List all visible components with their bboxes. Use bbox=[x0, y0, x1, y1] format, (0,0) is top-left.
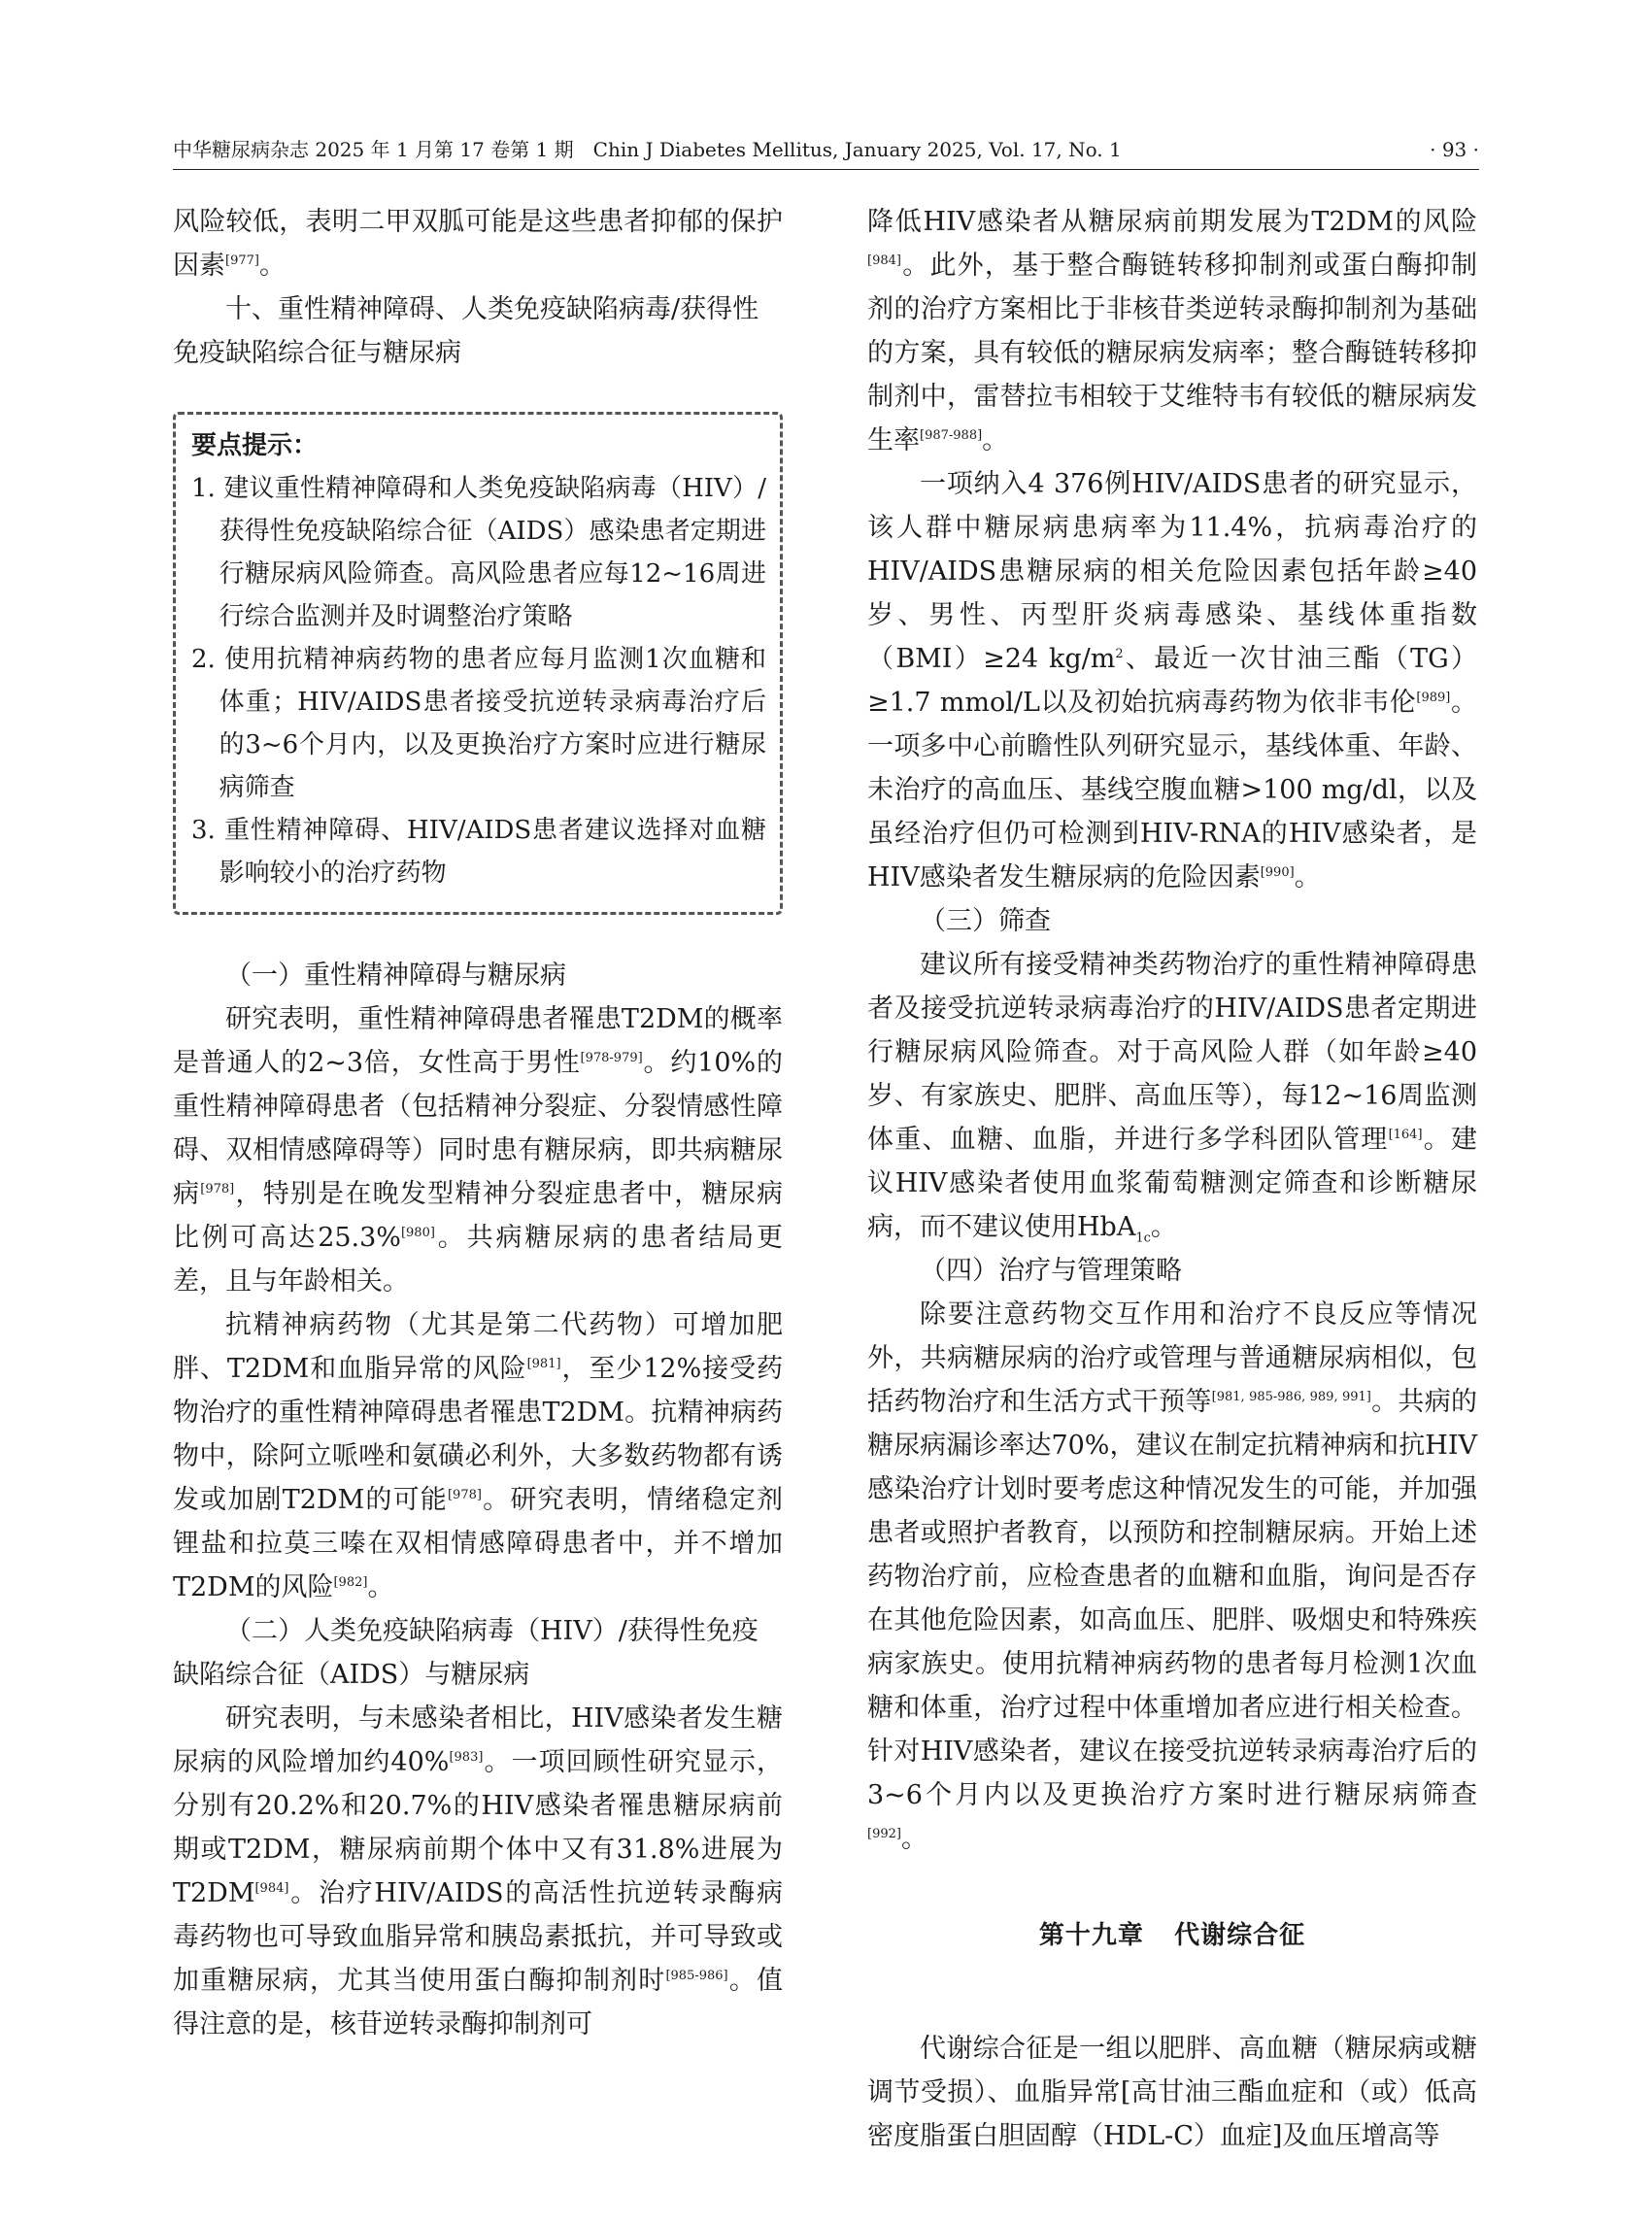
paragraph: 研究表明，与未感染者相比，HIV感染者发生糖尿病的风险增加约40%[983]。一项回顾性研究显示，分别有20.2%和20.7%的HIV感染者罹患糖尿病前期或T2DM，糖尿病前期个体中又有31.8%进展为T2DM[984]。治疗HIV/AIDS的高活性抗逆转录酶病毒药物也可导致血脂异常和胰岛素抵抗，并可导致或加重糖尿病，尤其当使用蛋白酶抑制剂时[985-986]。值得注意的是，核苷逆转录酶抑制剂可 bbox=[173, 1703, 784, 2040]
citation[interactable]: [164] bbox=[1388, 1128, 1423, 1142]
citation[interactable]: [990] bbox=[1260, 865, 1295, 880]
citation[interactable]: [987-988] bbox=[920, 428, 983, 443]
citation[interactable]: [989] bbox=[1416, 691, 1451, 705]
citation[interactable]: [981] bbox=[526, 1357, 561, 1371]
paragraph: 代谢综合征是一组以肥胖、高血糖（糖尿病或糖调节受损）、血脂异常[高甘油三酯血症和（或）低高密度脂蛋白胆固醇（HDL-C）血症]及血压增高等 bbox=[867, 2034, 1477, 2151]
citation[interactable]: [977] bbox=[225, 253, 259, 268]
key-point-item: 1. 建议重性精神障碍和人类免疫缺陷病毒（HIV）/获得性免疫缺陷综合征（AIDS）感染患者定期进行糖尿病风险筛查。高风险患者应每12~16周进行综合监测并及时调整治疗策略 bbox=[191, 474, 766, 631]
key-point-item: 3. 重性精神障碍、HIV/AIDS患者建议选择对血糖影响较小的治疗药物 bbox=[191, 816, 766, 888]
citation[interactable]: [984] bbox=[867, 253, 901, 268]
subsection-title: （二）人类免疫缺陷病毒（HIV）/获得性免疫缺陷综合征（AIDS）与糖尿病 bbox=[173, 1616, 759, 1690]
citation[interactable]: [981, 985-986, 989, 991] bbox=[1211, 1390, 1371, 1404]
chapter-number: 第十九章 bbox=[1038, 1921, 1144, 1950]
citation[interactable]: [978-979] bbox=[580, 1051, 643, 1065]
citation[interactable]: [985-986] bbox=[665, 1969, 728, 1983]
right-column bbox=[867, 200, 1477, 2158]
page-number: · 93 · bbox=[1430, 138, 1479, 161]
subsection-title: （四）治疗与管理策略 bbox=[920, 1256, 1182, 1286]
paragraph: 降低HIV感染者从糖尿病前期发展为T2DM的风险[984]。此外，基于整合酶链转移抑制剂或蛋白酶抑制剂的治疗方案相比于非核苷类逆转录酶抑制剂为基础的方案，具有较低的糖尿病发病率；整合酶链转移抑制剂中，雷替拉韦相较于艾维特韦有较低的糖尿病发生率[987-988]。 bbox=[867, 207, 1477, 455]
subsection-title: （三）筛查 bbox=[920, 906, 1051, 936]
superscript: 2 bbox=[1115, 647, 1124, 661]
chapter-title: 代谢综合征 bbox=[1174, 1921, 1306, 1950]
citation[interactable]: [992] bbox=[867, 1827, 901, 1841]
citation[interactable]: [980] bbox=[400, 1226, 435, 1240]
journal-info: 中华糖尿病杂志 2025 年 1 月第 17 卷第 1 期 Chin J Diabetes Mellitus, January 2025, Vol. 17, No. 1 bbox=[173, 138, 1122, 161]
key-points-title: 要点提示： bbox=[191, 431, 319, 460]
citation[interactable]: [984] bbox=[254, 1881, 289, 1896]
paragraph: 研究表明，重性精神障碍患者罹患T2DM的概率是普通人的2~3倍，女性高于男性[978-979]。约10%的重性精神障碍患者（包括精神分裂症、分裂情感性障碍、双相情感障碍等）同时患有糖尿病，即共病糖尿病[978]，特别是在晚发型精神分裂症患者中，糖尿病比例可高达25.3%[980]。共病糖尿病的患者结局更差，且与年龄相关。 bbox=[173, 1004, 784, 1297]
citation[interactable]: [982] bbox=[333, 1575, 368, 1590]
key-point-item: 2. 使用抗精神病药物的患者应每月监测1次血糖和体重；HIV/AIDS患者接受抗逆转录病毒治疗后的3~6个月内，以及更换治疗方案时应进行糖尿病筛查 bbox=[191, 645, 766, 802]
subsection-title: （一）重性精神障碍与糖尿病 bbox=[225, 961, 566, 991]
paragraph: 一项纳入4 376例HIV/AIDS患者的研究显示，该人群中糖尿病患病率为11.4%，抗病毒治疗的HIV/AIDS患糖尿病的相关危险因素包括年龄≥40岁、男性、丙型肝炎病毒感染、基线体重指数（BMI）≥24 kg/m$^2$、最近一次甘油三酯（TG）≥1.7 mmol/L以及初始抗病毒药物为依非韦伦[989]。一项多中心前瞻性队列研究显示，基线体重、年龄、未治疗的高血压、基线空腹血糖>100 mg/dl，以及虽经治疗但仍可检测到HIV-RNA的HIV感染者，是HIV感染者发生糖尿病的危险因素[990]。 bbox=[867, 469, 1477, 893]
section-title: 十、重性精神障碍、人类免疫缺陷病毒/获得性免疫缺陷综合征与糖尿病 bbox=[173, 294, 759, 368]
paragraph: 抗精神病药物（尤其是第二代药物）可增加肥胖、T2DM和血脂异常的风险[981]，至少12%接受药物治疗的重性精神障碍患者罹患T2DM。抗精神病药物中，除阿立哌唑和氨磺必利外，大多数药物都有诱发或加剧T2DM的可能[978]。研究表明，情绪稳定剂锂盐和拉莫三嗪在双相情感障碍患者中，并不增加T2DM的风险[982]。 bbox=[173, 1310, 784, 1602]
running-header bbox=[173, 136, 1479, 170]
key-points-box bbox=[173, 412, 783, 915]
chapter-heading bbox=[867, 1915, 1477, 1951]
citation[interactable]: [983] bbox=[449, 1750, 484, 1765]
citation[interactable]: [978] bbox=[200, 1182, 235, 1197]
subscript: 1c bbox=[1135, 1230, 1151, 1246]
paragraph: 建议所有接受精神类药物治疗的重性精神障碍患者及接受抗逆转录病毒治疗的HIV/AIDS患者定期进行糖尿病风险筛查。对于高风险人群（如年龄≥40岁、有家族史、肥胖、高血压等），每12~16周监测体重、血糖、血脂，并进行多学科团队管理[164]。建议HIV感染者使用血浆葡萄糖测定筛查和诊断糖尿病，而不建议使用HbA$_{1c}$。 bbox=[867, 950, 1478, 1246]
paragraph: 除要注意药物交互作用和治疗不良反应等情况外，共病糖尿病的治疗或管理与普通糖尿病相似，包括药物治疗和生活方式干预等[981, 985-986, 989, 991]。共病的糖尿病漏诊率达70%，建议在制定抗精神病和抗HIV感染治疗计划时要考虑这种情况发生的可能，并加强患者或照护者教育，以预防和控制糖尿病。开始上述药物治疗前，应检查患者的血糖和血脂，询问是否存在其他危险因素，如高血压、肥胖、吸烟史和特殊疾病家族史。使用抗精神病药物的患者每月检测1次血糖和体重，治疗过程中体重增加者应进行相关检查。针对HIV感染者，建议在接受抗逆转录病毒治疗后的3~6个月内以及更换治疗方案时进行糖尿病筛查[992]。 bbox=[867, 1299, 1477, 1854]
left-column bbox=[173, 200, 783, 2046]
citation[interactable]: [978] bbox=[447, 1488, 482, 1502]
paragraph: 风险较低，表明二甲双胍可能是这些患者抑郁的保护因素[977]。 bbox=[173, 207, 783, 281]
